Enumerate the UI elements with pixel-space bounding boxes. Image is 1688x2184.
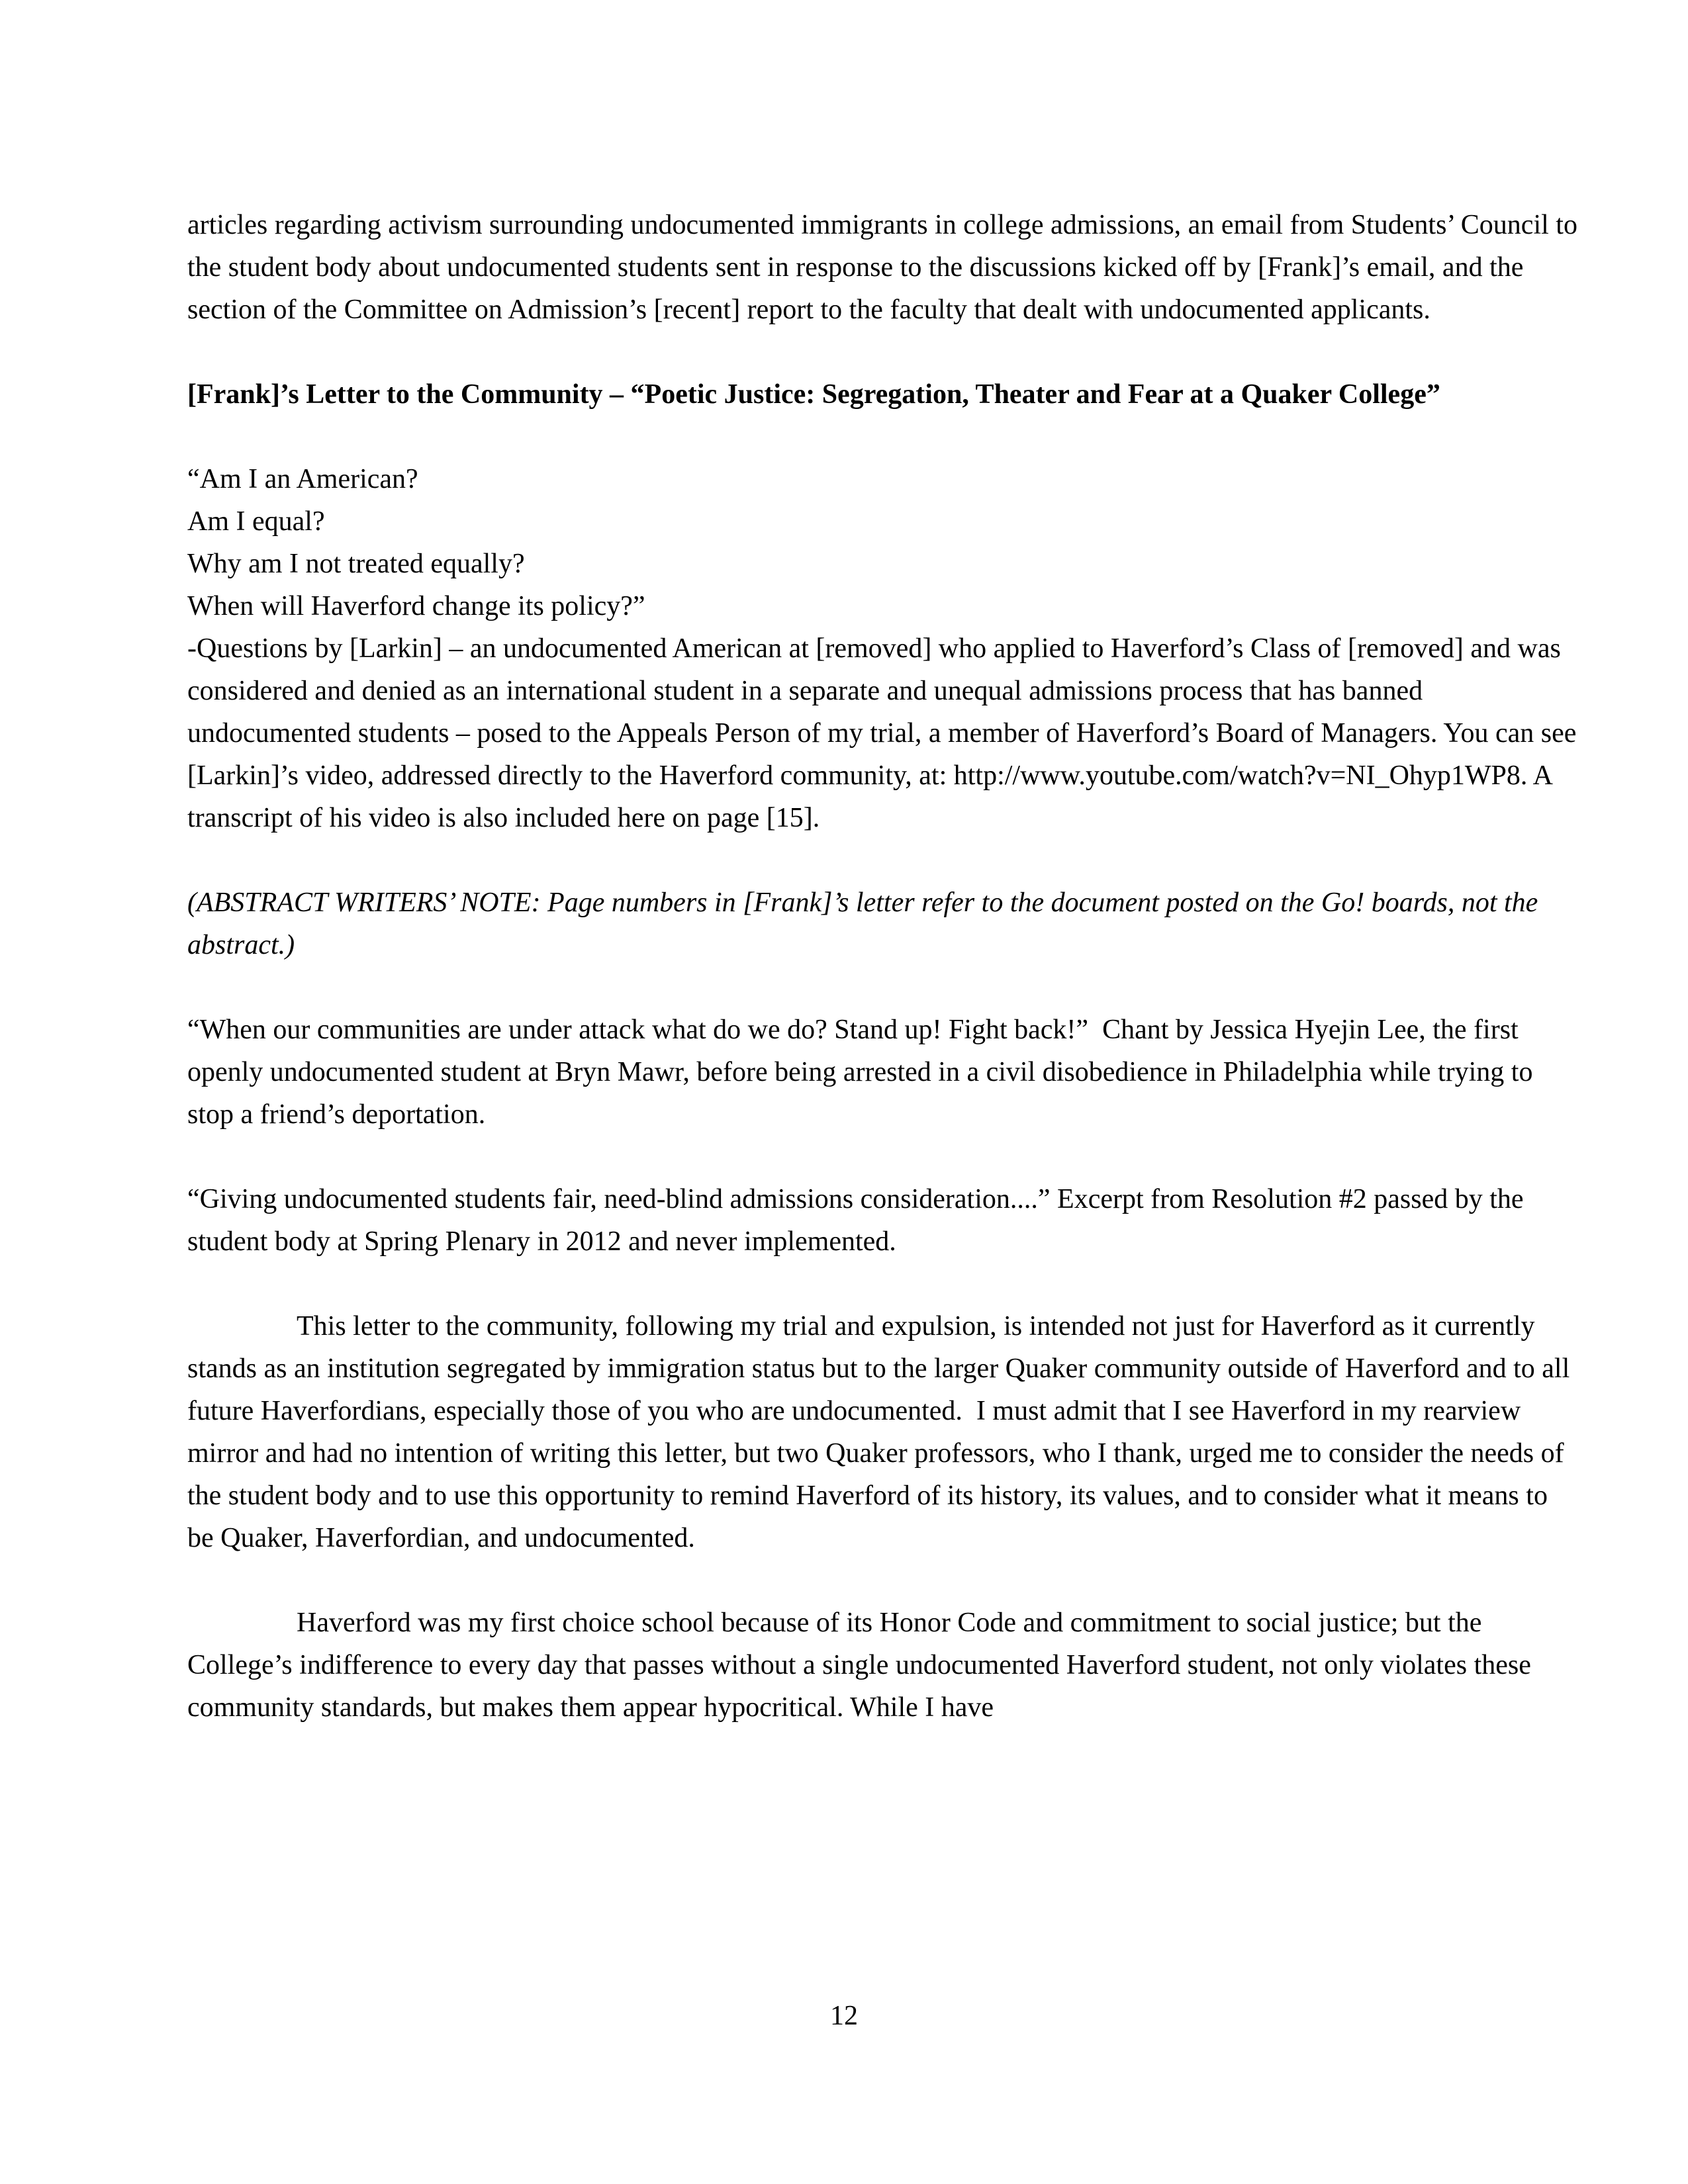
- chant-quote-paragraph: “When our communities are under attack what do we do? Stand up! Fight back!” Chant by Jessica Hyejin Lee, the first openly undocumented student at Bryn Mawr, before being arrested in a civil disobedience in Philadelphia while trying to stop a friend’s deportation.: [187, 1015, 1540, 1130]
- poem-line: When will Haverford change its policy?”: [187, 591, 645, 621]
- abstract-writers-note: (ABSTRACT WRITERS’ NOTE: Page numbers in [Frank]’s letter refer to the document posted on the Go! boards, not the abstract.): [187, 887, 1545, 960]
- page-number: 12: [830, 2001, 858, 2031]
- questions-attribution-paragraph: -Questions by [Larkin] – an undocumented American at [removed] who applied to Haverford’s Class of [removed] and was considered and denied as an international student in a separate and unequal admissions process that has banned undocumented students – posed to the Appeals Person of my trial, a member of Haverford’s Board of Managers. You can see [Larkin]’s video, addressed directly to the Haverford community, at: http://www.youtube.com/watch?v=NI_Ohyp1WP8. A transcript of his video is also included here on page [15].: [187, 633, 1583, 833]
- poem-line: Am I equal?: [187, 506, 325, 537]
- letter-body-paragraph-1: This letter to the community, following my trial and expulsion, is intended not just for Haverford as it currently stands as an institution segregated by immigration status but to the larger Quaker community outside of Haverford and to all future Haverfordians, especially those of you who are undocumented. I must admit that I see Haverford in my rearview mirror and had no intention of writing this letter, but two Quaker professors, who I thank, urged me to consider the needs of the student body and to use this opportunity to remind Haverford of its history, its values, and to consider what it means to be Quaker, Haverfordian, and undocumented.: [187, 1311, 1577, 1553]
- poem-quote-block: [187, 458, 1577, 627]
- poem-line: Why am I not treated equally?: [187, 549, 525, 579]
- intro-paragraph: articles regarding activism surrounding undocumented immigrants in college admissions, an email from Students’ Council to the student body about undocumented students sent in response to the discussions kicked off by [Frank]’s email, and the section of the Committee on Admission’s [recent] report to the faculty that dealt with undocumented applicants.: [187, 210, 1585, 325]
- letter-body-paragraph-2: Haverford was my first choice school because of its Honor Code and commitment to social justice; but the College’s indifference to every day that passes without a single undocumented Haverford student, not only violates these community standards, but makes them appear hypocritical. While I have: [187, 1608, 1538, 1723]
- poem-line: “Am I an American?: [187, 464, 418, 494]
- resolution-quote-paragraph: “Giving undocumented students fair, need-blind admissions consideration....” Excerpt from Resolution #2 passed by the student body at Spring Plenary in 2012 and never implemented.: [187, 1184, 1531, 1257]
- section-heading: [Frank]’s Letter to the Community – “Poetic Justice: Segregation, Theater and Fear at a Quaker College”: [187, 379, 1440, 410]
- document-body: [187, 204, 1585, 1771]
